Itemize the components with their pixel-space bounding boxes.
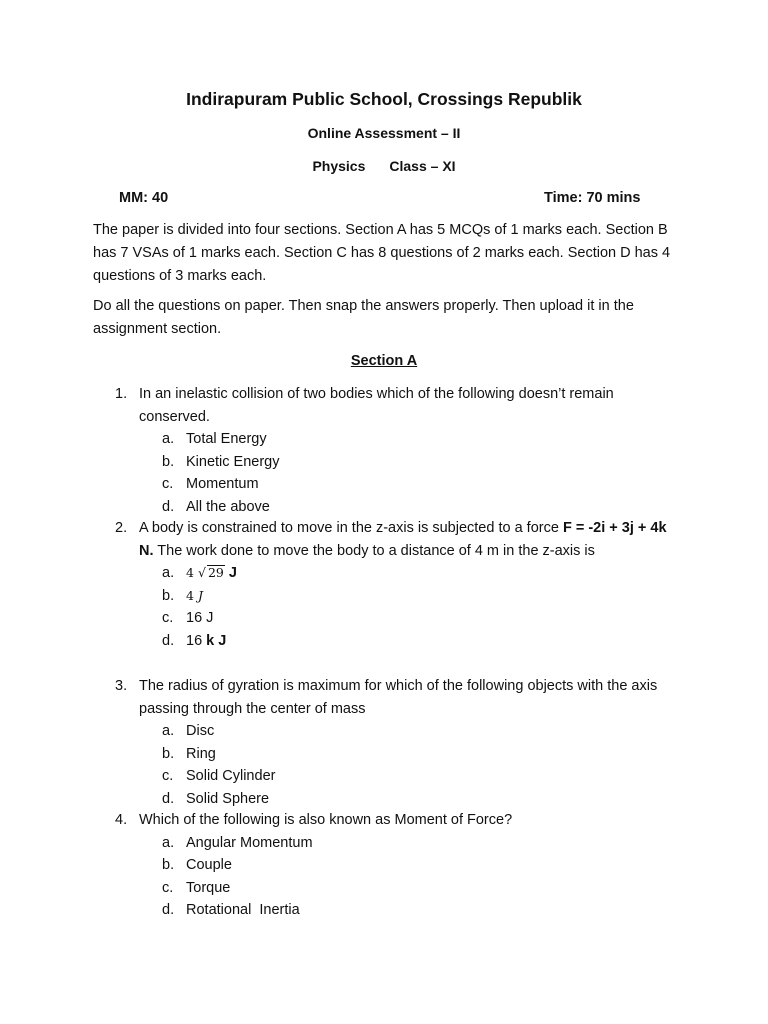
option-unit: k J (206, 632, 227, 649)
option-item (162, 451, 680, 474)
option-item (162, 832, 680, 855)
option-label: a. (162, 565, 175, 581)
question-3 (115, 675, 680, 810)
option-label: c. (162, 768, 174, 784)
question-text: In an inelastic collision of two bodies which of the following doesn’t remain conserved. (139, 386, 614, 425)
instructions-paragraph-2: Do all the questions on paper. Then snap the answers properly. Then upload it in the assignment section. (93, 298, 634, 337)
option-label: b. (162, 453, 175, 470)
option-list (162, 720, 680, 810)
option-label: d. (162, 498, 175, 515)
option-text: Angular Momentum (186, 834, 313, 851)
option-item (162, 788, 680, 811)
option-value: 16 (186, 632, 203, 649)
option-text: Disc (186, 723, 215, 739)
option-text: 16 J (186, 610, 214, 626)
class-label: Class – XI (389, 158, 456, 174)
option-label: d. (162, 632, 175, 649)
option-item (162, 607, 680, 630)
option-item (162, 496, 680, 519)
option-list (162, 562, 680, 652)
option-text: Torque (186, 879, 231, 896)
subject-line (0, 158, 768, 174)
question-text (139, 517, 680, 562)
time-allowed: Time: 70 mins (544, 190, 641, 206)
option-text: Kinetic Energy (186, 453, 280, 470)
option-label: a. (162, 723, 175, 739)
option-item (162, 877, 680, 900)
option-text: All the above (186, 498, 270, 515)
option-item (162, 473, 680, 496)
option-item (162, 720, 680, 743)
option-value: 4 (186, 587, 194, 603)
option-label: b. (162, 745, 175, 762)
option-label: d. (162, 790, 175, 807)
option-unit: J (197, 587, 203, 603)
option-list (162, 832, 680, 922)
option-item (162, 743, 680, 766)
option-text: Solid Cylinder (186, 768, 276, 784)
option-label: c. (162, 610, 174, 626)
section-a-heading: Section A (350, 353, 418, 369)
question-1 (115, 383, 680, 518)
school-title: Indirapuram Public School, Crossings Republik (186, 89, 582, 109)
force-vector: F = -2i + 3j + 4k N. (139, 520, 667, 559)
option-label: c. (162, 476, 174, 492)
question-number: 2. (115, 520, 128, 536)
option-label: d. (162, 902, 175, 918)
option-label: a. (162, 431, 175, 447)
option-label: b. (162, 857, 175, 873)
question-4 (115, 809, 680, 922)
subject-name: Physics (312, 158, 366, 174)
question-number: 4. (115, 812, 128, 828)
option-label: a. (162, 834, 175, 851)
option-label: c. (162, 879, 174, 896)
option-item (162, 765, 680, 788)
option-item (162, 854, 680, 877)
option-text: Ring (186, 745, 216, 762)
instructions-paragraph-1: The paper is divided into four sections. Section A has 5 MCQs of 1 marks each. Section B has 7 VSAs of 1 marks each. Section C has 8 questions of 2 marks each. Section D has 4 questions of 3 marks each. (93, 222, 671, 284)
option-text: Momentum (186, 476, 259, 492)
option-item (162, 630, 680, 653)
option-text: Rotational Inertia (186, 902, 300, 918)
sqrt-radicand: 29 (207, 565, 224, 580)
question-text-start: A body is constrained to move in the z-axis is subjected to a force (139, 520, 563, 536)
option-item (162, 428, 680, 451)
option-item (162, 899, 680, 922)
question-text: Which of the following is also known as Moment of Force? (139, 812, 513, 828)
option-item (162, 585, 680, 608)
question-text-end: The work done to move the body to a distance of 4 m in the z-axis is (153, 542, 595, 559)
question-2 (115, 517, 680, 652)
max-marks: MM: 40 (119, 190, 169, 206)
option-list (162, 428, 680, 518)
option-text: Solid Sphere (186, 790, 270, 807)
question-text: The radius of gyration is maximum for which of the following objects with the axis passing through the center of mass (139, 678, 658, 717)
option-text: Couple (186, 857, 232, 873)
option-coefficient: 4 (186, 565, 194, 580)
question-number: 3. (115, 678, 128, 694)
question-number: 1. (115, 386, 128, 402)
assessment-title: Online Assessment – II (307, 125, 461, 141)
option-text: Total Energy (186, 431, 267, 447)
option-unit: J (228, 565, 237, 581)
option-item (162, 562, 680, 585)
sqrt-symbol: √ (197, 565, 206, 580)
option-label: b. (162, 587, 175, 604)
